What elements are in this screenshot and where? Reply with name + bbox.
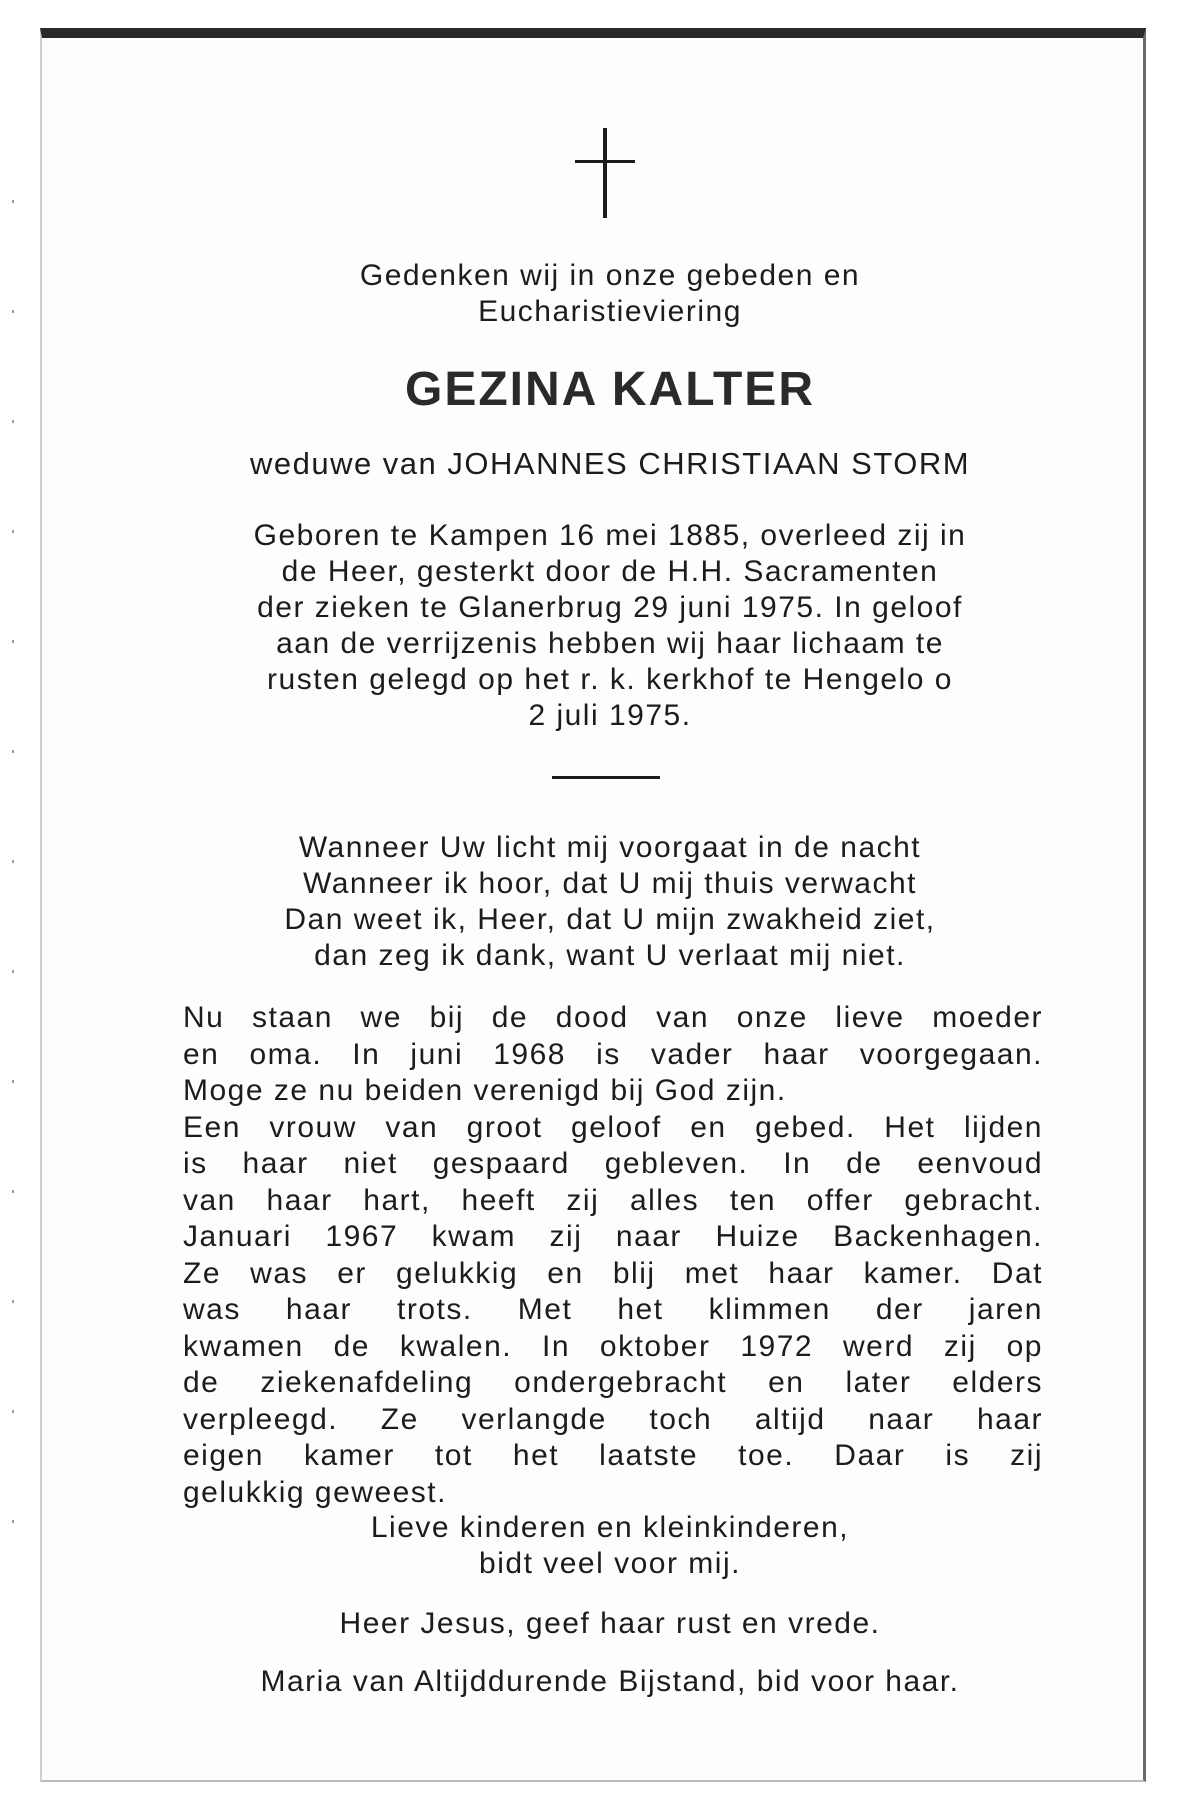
prose-line: gelukkig geweest. [183,1475,447,1509]
prose-line: de ziekenafdeling ondergebracht en later elders [183,1366,1043,1399]
intro-text [165,258,1055,330]
prayer-maria: Maria van Altijddurende Bijstand, bid voor haar. [260,1665,960,1698]
born-line: der zieken te Glanerbrug 29 juni 1975. In geloof [257,591,963,624]
born-line: Geboren te Kampen 16 mei 1885, overleed zij in [253,519,967,552]
intro-line: Eucharistieviering [478,295,742,328]
prose-line: was haar trots. Met het klimmen der jaren [183,1293,1043,1326]
born-line: de Heer, gesterkt door de H.H. Sacramenten [281,555,939,588]
cross-icon [575,128,635,218]
prose-line: Ze was er gelukkig en blij met haar kamer. Dat [183,1256,1043,1290]
prose-line: en oma. In juni 1968 is vader haar voorgegaan. [183,1037,1043,1071]
prose-line: verpleegd. Ze verlangde toch altijd naar haar [183,1402,1043,1436]
prose-line: eigen kamer tot het laatste toe. Daar is zij [183,1439,1043,1472]
cross-horizontal [575,160,635,163]
deceased-name: GEZINA KALTER [405,363,815,416]
born-line: rusten gelegd op het r. k. kerkhof te Hengelo o [267,663,953,696]
prose-line: kwamen de kwalen. In oktober 1972 werd zij op [183,1329,1043,1363]
prayer-jesus: Heer Jesus, geef haar rust en vrede. [339,1607,881,1640]
birth-death-paragraph [165,518,1055,734]
born-line: 2 juli 1975. [528,699,692,732]
cross-vertical [603,128,607,218]
poem-line: Dan weet ik, Heer, dat U mijn zwakheid ziet, [284,903,936,936]
prose-line: Moge ze nu beiden verenigd bij God zijn. [183,1074,787,1107]
prose-line: Nu staan we bij de dood van onze lieve moeder [183,1001,1043,1034]
kids-line: Lieve kinderen en kleinkinderen, [370,1511,850,1544]
prose-line: is haar niet gespaard gebleven. In de eenvoud [183,1147,1043,1180]
prose-line: Januari 1967 kwam zij naar Huize Backenhagen. [183,1220,1043,1253]
prose-line: Een vrouw van groot geloof en gebed. Het lijden [183,1110,1043,1144]
life-story [183,1000,1043,1511]
prose-line: van haar hart, heeft zij alles ten offer gebracht. [183,1183,1043,1217]
poem-line: dan zeg ik dank, want U verlaat mij niet. [314,939,906,972]
children-request [165,1510,1055,1582]
scan-edge-marks [12,200,14,1600]
poem-line: Wanneer ik hoor, dat U mij thuis verwacht [303,867,917,900]
intro-line: Gedenken wij in onze gebeden en [359,259,861,292]
poem-line: Wanneer Uw licht mij voorgaat in de nacht [298,831,922,864]
born-line: aan de verrijzenis hebben wij haar lichaam te [276,627,944,660]
poem [165,830,1055,974]
kids-line: bidt veel voor mij. [479,1547,741,1580]
divider [552,776,660,779]
widow-line: weduwe van JOHANNES CHRISTIAAN STORM [249,446,971,481]
